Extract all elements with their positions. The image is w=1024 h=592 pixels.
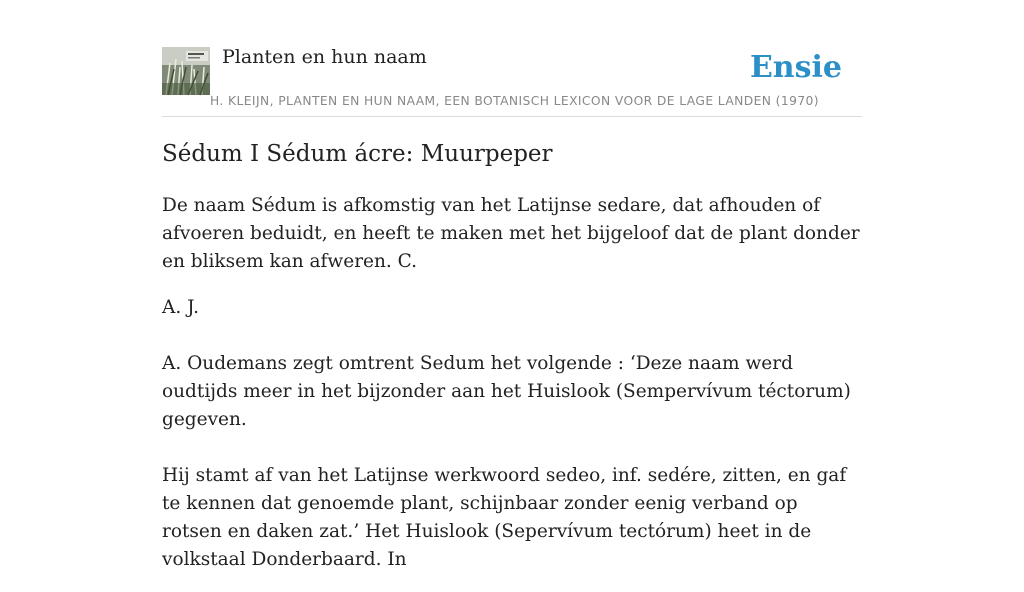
source-title[interactable]: Planten en hun naam [222,46,427,68]
source-header [162,44,862,117]
article [162,138,862,592]
article-paragraph: A. J. [162,297,199,318]
ensie-logo[interactable]: Ensie [749,50,842,85]
article-paragraph: De naam Sédum is afkomstig van het Latijnse sedare, dat afhouden of afvoeren beduidt, en heeft te maken met het bijgeloof dat de plant donder en bliksem kan afweren. C. [162,195,860,272]
book-cover-icon[interactable] [162,47,210,95]
source-meta: H. KLEIJN, PLANTEN EN HUN NAAM, EEN BOTANISCH LEXICON VOOR DE LAGE LANDEN (1970) [210,94,819,108]
article-title: Sédum I Sédum ácre: Muurpeper [162,141,553,167]
article-paragraph: Hij stamt af van het Latijnse werkwoord sedeo, inf. sedére, zitten, en gaf te kennen dat genoemde plant, schijnbaar zonder eenig verband op rotsen en daken zat.’ Het Huislook (Sepervívum tectórum) heet in de volkstaal Donderbaard. In [162,465,847,570]
article-paragraph: A. Oudemans zegt omtrent Sedum het volgende : ‘Deze naam werd oudtijds meer in het bijzonder aan het Huislook (Sempervívum téctorum) gegeven. [162,353,851,430]
